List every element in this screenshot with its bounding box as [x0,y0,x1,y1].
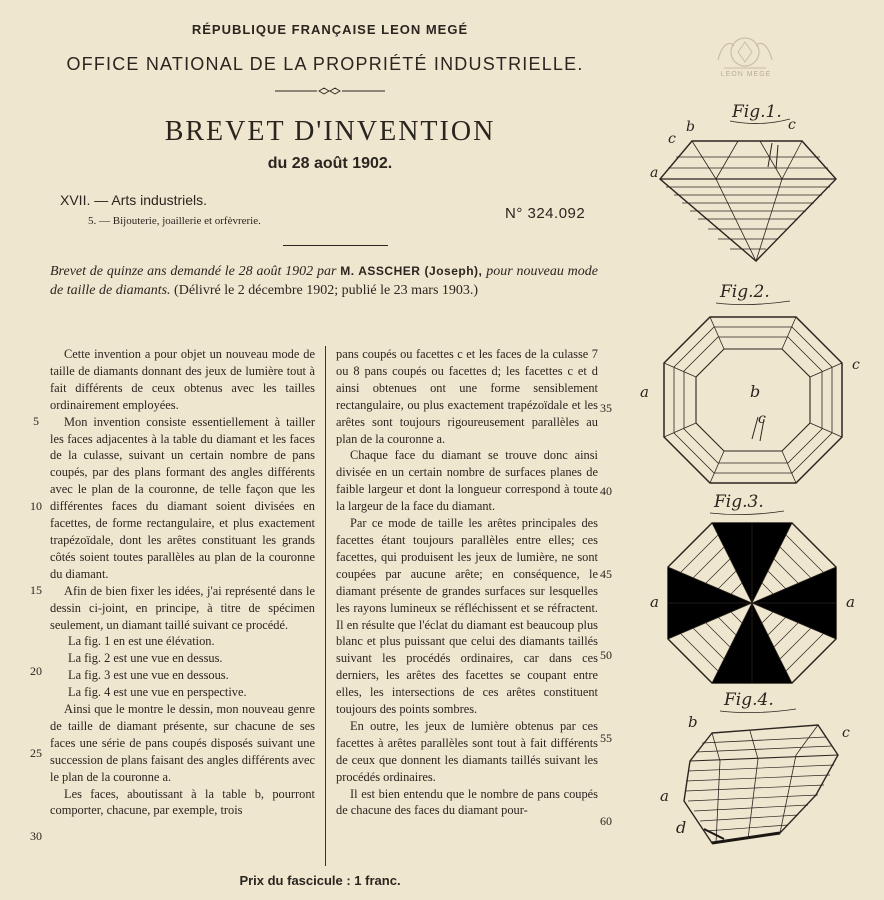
line-number: 45 [600,567,612,581]
intro-part2: pour nouveau mode de taille de diamants. [50,264,599,298]
label-a: a [640,383,649,401]
paragraph: Par ce mode de taille les arêtes principales des facettes étant toujours parallèles entre elles; ces facettes, qui produisent les jeux de lumière, ne sont coupées par aucune arête; en conséquence, le diamant présente de grandes surfaces sur lesquelles les rayons lumineux se réfléchissent et se réfractent. Il en résulte que l'éclat du diamant est beaucoup plus blanc et plus puissant que celui des diamants taillés suivant les procédés ordinaires, car dans ces derniers, les arêtes des facettes se coupant entre elles, les intersections de ces arêtes constituent toujours des points sombres. [336,516,598,717]
label-b: b [686,119,695,135]
paragraph: En outre, les jeux de lumière obtenus par ces facettes à arêtes parallèles sont tout à fait différents de ceux que donnent les diamants taillés suivant les procédés ordinaires. [336,718,598,784]
leon-mege-logo-icon [710,30,780,90]
figure-list-item: La fig. 2 est une vue en dessus. [68,651,223,666]
figure-2 [640,282,860,483]
paragraph: Ainsi que le montre le dessin, mon nouveau genre de taille de diamant présente, sur chacune de ses faces une série de pans coupés disposés suivant une succession de plans faisant des angles différents avec le plan de la couronne a. [50,702,315,784]
intro-part3: (Délivré le 2 décembre 1902; publié le 23 mars 1903.) [174,283,479,298]
fig2-label: Fig.2. [720,282,770,302]
line-number: 30 [30,829,42,843]
figure-list-item: La fig. 3 est une vue en dessous. [68,668,229,683]
label-c: c [668,131,676,147]
republique-header: RÉPUBLIQUE FRANÇAISE LEON MEGÉ [191,22,469,37]
text-column-right [336,346,598,819]
line-number: 25 [30,746,42,760]
divider [283,245,388,246]
class-subgroup: 5. — Bijouterie, joaillerie et orfèvrerie. [88,215,261,227]
paragraph: Les faces, aboutissant à la table b, pourront comporter, chacune, par exemple, trois [50,786,315,818]
label-a: a [650,165,659,181]
line-number: 5 [33,414,39,428]
label-a: a [650,593,659,611]
label-b: b [750,382,761,401]
column-separator [325,346,326,866]
fig4-label: Fig.4. [724,690,774,710]
line-number: 55 [600,731,612,745]
applicant-name: M. ASSCHER (Joseph), [340,264,483,278]
class-group: XVII. — Arts industriels. [60,192,208,208]
line-number: 10 [30,499,42,513]
patent-date: du 28 août 1902. [267,155,393,172]
paragraph: Afin de bien fixer les idées, j'ai représenté dans le dessin ci-joint, en principe, à titre de spécimen seulement, un diamant taillé suivant ce procédé. [50,583,315,632]
label-a: a [660,787,669,805]
fig1-label: Fig.1. [732,102,782,122]
paragraph: Mon invention consiste essentiellement à tailler les faces adjacentes à la table du diamant et les faces de la culasse, suivant un certain nombre de pans coupés, par des plans formant des angles différents avec le plan de la couronne, de telle façon que les différentes faces du diamant soient divisées en facettes, de forme rectangulaire, et plus exactement trapézoïdale, dont les arêtes constituant les grands côtés soient toutes parallèles au plan de la couronne du diamant. [50,414,315,581]
figure-4 [660,690,850,843]
logo-caption: LEON MEGE [720,71,772,78]
diamond-figures [620,95,884,855]
line-number: 20 [30,664,42,678]
paragraph: Chaque face du diamant se trouve donc ainsi divisée en un certain nombre de surfaces planes de faible largeur et dont la longueur correspond à toute la largeur de la face du diamant. [336,448,598,514]
label-c: c [788,117,796,133]
line-number: 60 [600,814,612,828]
label-d: d [676,818,687,837]
paragraph: pans coupés ou facettes c et les faces de la culasse 7 ou 8 pans coupés ou facettes d; les facettes c et d ainsi obtenues ont une forme sensiblement rectangulaire, ou plus exactement trapézoïdale et les arêtes sont toujours rigoureusement parallèles au plan de la couronne a. [336,347,598,446]
intro-part1: Brevet de quinze ans demandé le 28 août 1902 par [50,264,337,279]
label-c: c [842,725,850,741]
ornament-rule [275,86,385,96]
label-c: c [852,357,860,373]
label-c: c [758,411,766,427]
fig3-label: Fig.3. [714,492,764,512]
line-number: 40 [600,484,612,498]
paragraph: Cette invention a pour objet un nouveau mode de taille de diamants donnant des jeux de lumière tout à fait différents de ceux obtenus avec les tailles ordinairement employées. [50,347,315,412]
label-b: b [688,713,698,731]
figure-list-item: La fig. 4 est une vue en perspective. [68,685,247,700]
patent-title: BREVET D'INVENTION [164,116,496,147]
figure-3 [650,492,855,683]
label-a: a [846,593,855,611]
figure-1 [650,102,836,261]
office-header: OFFICE NATIONAL DE LA PROPRIÉTÉ INDUSTRIELLE. [66,54,584,74]
paragraph: Il est bien entendu que le nombre de pans coupés de chacune des faces du diamant pour- [336,786,598,818]
figure-list-item: La fig. 1 en est une élévation. [68,634,215,649]
intro-paragraph [50,262,598,300]
line-number: 35 [600,401,612,415]
price-footer: Prix du fascicule : 1 franc. [239,873,401,888]
patent-number: N° 324.092 [505,205,586,222]
text-column-left [50,346,315,819]
line-number: 15 [30,583,42,597]
line-number: 50 [600,648,612,662]
